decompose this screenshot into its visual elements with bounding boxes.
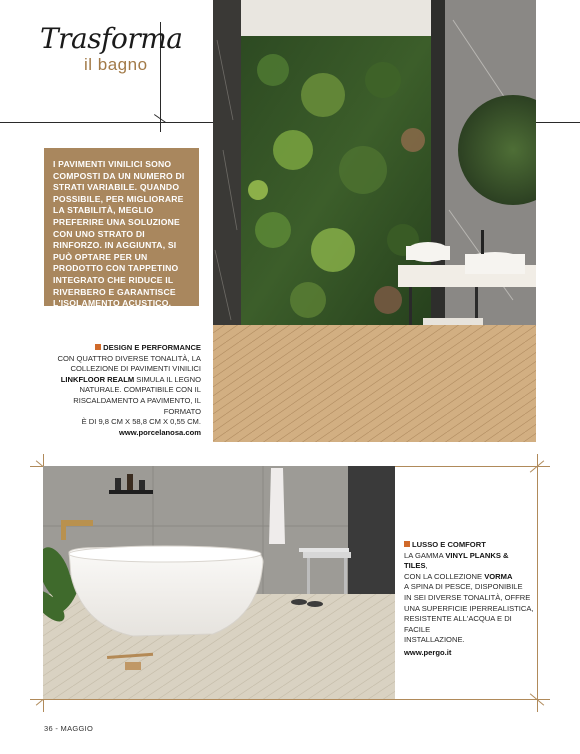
issue-month: MAGGIO [60, 724, 94, 733]
collection-name: VORMA [484, 571, 513, 581]
caption-lusso-comfort: LUSSO E COMFORT LA GAMMA VINYL PLANKS & TILES, CON LA COLLEZIONE VORMA A SPINA DI PESCE, DISPONIBILE IN SEI DIVERSE TONALITÀ, OFFRE UNA SUPERFICIE IPERREALISTICA, RESISTENTE ALL'ACQUA E DI FACILE INSTALLAZIONE. www.pergo.it [404, 540, 534, 657]
pergo-link[interactable]: www.pergo.it [404, 647, 452, 657]
article-title: Trasforma [40, 22, 183, 55]
product-name: VINYL PLANKS & TILES [404, 550, 509, 571]
photo-green-wall-bathroom [213, 0, 536, 442]
article-subtitle: il bagno [84, 55, 148, 74]
caption-design-performance: DESIGN E PERFORMANCE CON QUATTRO DIVERSE TONALITÀ, LA COLLEZIONE DI PAVIMENTI VINILICI LINKFLOOR REALM SIMULA IL LEGNO NATURALE. COMPATIBILE CON IL RISCALDAMENTO A PAVIMENTO, IL FORMATO È DI 9,8 CM X 58,8 CM X 0,55 CM. www.porcelanosa.com [48, 343, 201, 438]
product-name: LINKFLOOR REALM [60, 374, 135, 384]
caption-heading: LUSSO E COMFORT [404, 540, 534, 551]
caption-heading: DESIGN E PERFORMANCE [48, 343, 201, 354]
photo-bathtub [43, 466, 395, 699]
gold-frame-right [537, 454, 538, 712]
rule-top-right [536, 122, 580, 123]
page-folio: 36 - MAGGIO [44, 724, 94, 733]
bullet-square-icon [95, 344, 101, 350]
green-wall-illustration [213, 0, 536, 442]
gold-frame-bottom [30, 699, 550, 700]
page-number: 36 [44, 724, 53, 733]
porcelanosa-link[interactable]: www.porcelanosa.com [118, 427, 201, 437]
bullet-square-icon [404, 541, 410, 547]
rule-top-left [0, 122, 213, 123]
bathtub-illustration [43, 466, 395, 699]
pull-quote-box: I PAVIMENTI VINILICI SONO COMPOSTI DA UN NUMERO DI STRATI VARIABILE. QUANDO POSSIBILE, PER MIGLIORARE LA STABILITÀ, MEGLIO PREFERIRE UNA SOLUZIONE CON UNO STRATO DI RINFORZO. IN AGGIUNTA, SI PUÒ OPTARE PER UN PRODOTTO CON TAPPETINO INTEGRATO CHE RIDUCE IL RIVERBERO E GARANTISCE L'ISOLAMENTO ACUSTICO. [44, 148, 199, 306]
